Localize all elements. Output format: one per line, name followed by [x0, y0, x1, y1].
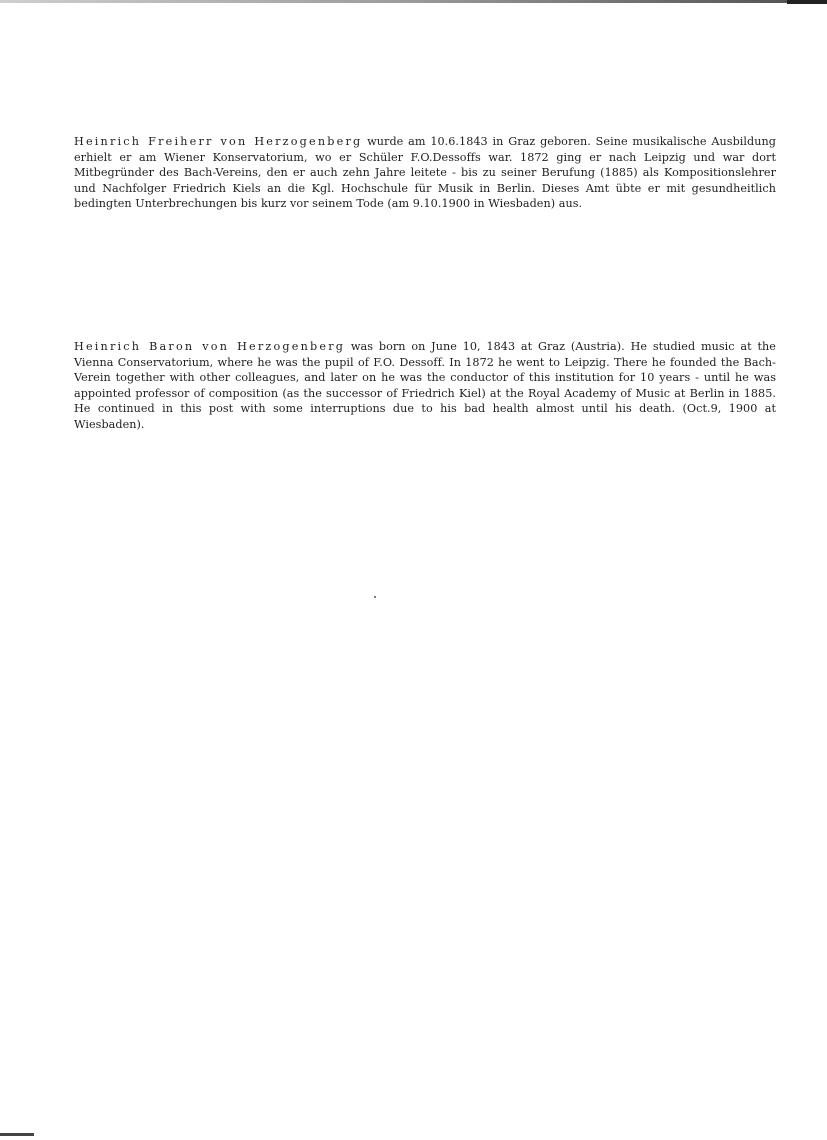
english-body: was born on June 10, 1843 at Graz (Austria). He studied music at the Vienna Conservatorium, where he was the pupil of F.O. Dessoff. In 1872 he went to Leipzig. There he founded the Bach-Verein together with other colleagues, and later on he was the conductor of this institution for 10 years - until he was appointed professor of composition (as the successor of Friedrich Kiel) at the Royal Academy of Music at Berlin in 1885. He continued in this post with some interruptions due to his bad health almost until his death. (Oct.9, 1900 at Wiesbaden).	[74, 340, 776, 431]
english-paragraph	[74, 339, 776, 432]
scan-speck	[374, 596, 376, 598]
english-name: Heinrich Baron von Herzogenberg	[74, 340, 346, 353]
scan-edge-bottom	[0, 1133, 34, 1136]
german-body: wurde am 10.6.1843 in Graz geboren. Seine musikalische Ausbildung erhielt er am Wiener Konservatorium, wo er Schüler F.O.Dessoffs war. 1872 ging er nach Leipzig und war dort Mitbegründer des Bach-Vereins, den er auch zehn Jahre leitete - bis zu seiner Berufung (1885) als Kompositionslehrer und Nachfolger Friedrich Kiels an die Kgl. Hochschule für Musik in Berlin. Dieses Amt übte er mit gesundheitlich bedingten Unterbrechungen bis kurz vor seinem Tode (am 9.10.1900 in Wiesbaden) aus.	[74, 135, 776, 210]
scan-edge-top	[0, 0, 827, 3]
german-name: Heinrich Freiherr von Herzogenberg	[74, 135, 363, 148]
german-paragraph	[74, 134, 776, 212]
scan-edge-corner	[787, 0, 827, 4]
